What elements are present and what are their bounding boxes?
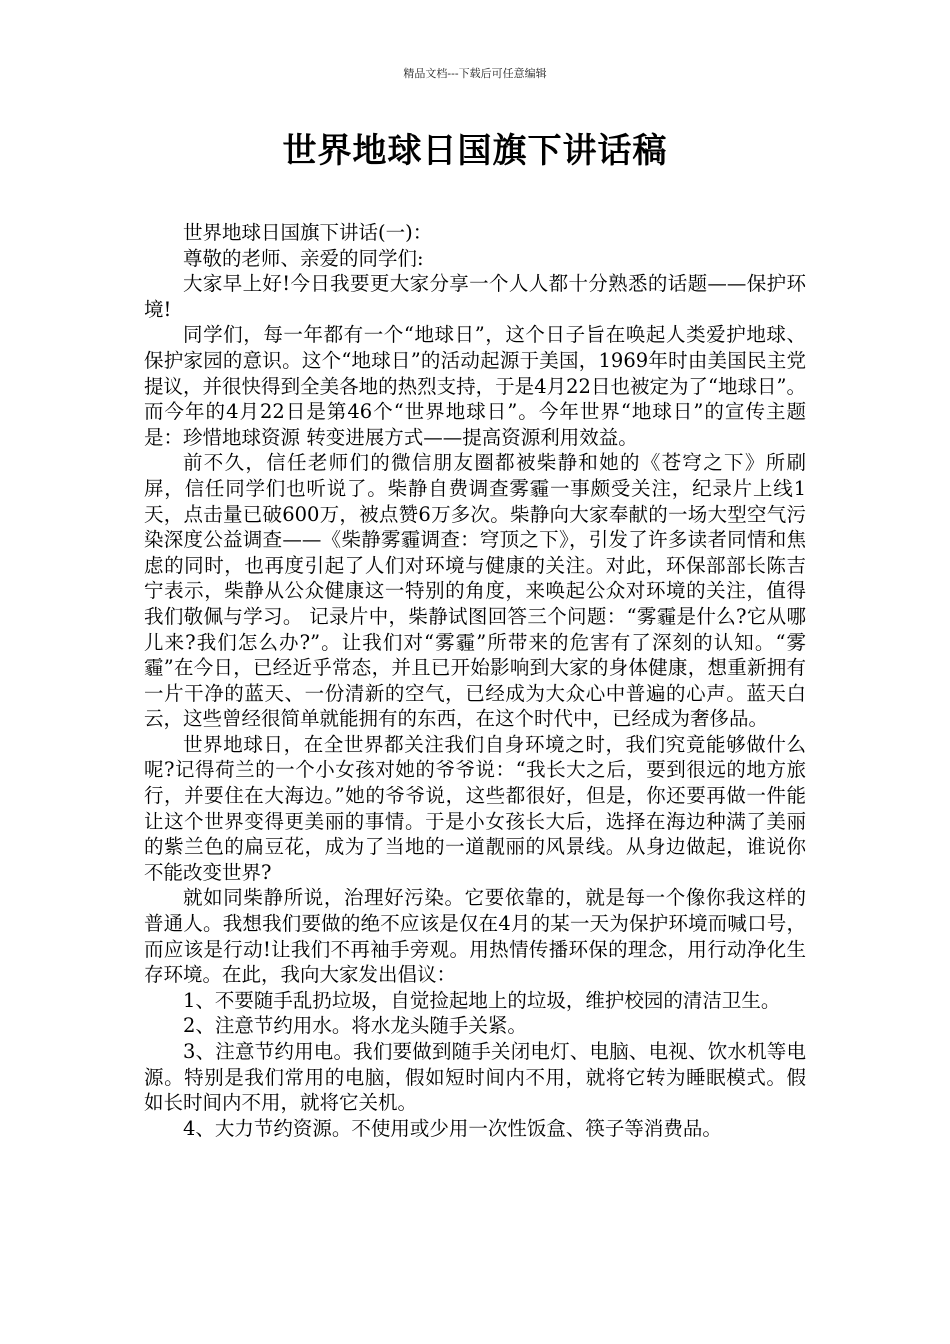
body-paragraph: 就如同柴静所说，治理好污染。它要依靠的，就是每一个像你我这样的普通人。我想我们要做的绝不应该是仅在4月的某一天为保护环境而喊口号，而应该是行动!让我们不再袖手旁观。用热情传播环保的理念，用行动净化生存环境。在此，我向大家发出倡议： <box>144 886 806 987</box>
body-paragraph: 世界地球日，在全世界都关注我们自身环境之时，我们究竟能够做什么呢?记得荷兰的一个小女孩对她的爷爷说：“我长大之后，要到很远的地方旅行，并要住在大海边。”她的爷爷说，这些都很好，但是，你还要再做一件能让这个世界变得更美丽的事情。于是小女孩长大后，选择在海边种满了美丽的紫兰色的扁豆花，成为了当地的一道靓丽的风景线。从身边做起，谁说你不能改变世界? <box>144 732 806 884</box>
document-title: 世界地球日国旗下讲话稿 <box>282 131 668 171</box>
proposal-item: 4、大力节约资源。不使用或少用一次性饭盒、筷子等消费品。 <box>183 1116 722 1140</box>
section-heading: 世界地球日国旗下讲话(一)： <box>183 221 433 244</box>
body-paragraph: 前不久，信任老师们的微信朋友圈都被柴静和她的《苍穹之下》所刷屏，信任同学们也听说了。柴静自费调查雾霾一事颇受关注，纪录片上线1天，点击量已破600万，被点赞6万多次。柴静向大家奉献的一场大型空气污染深度公益调查——《柴静雾霾调查：穹顶之下》，引发了许多读者同情和焦虑的同时，也再度引起了人们对环境与健康的关注。对此，环保部部长陈吉宁表示，柴静从公众健康这一特别的角度，来唤起公众对环境的关注，值得我们敬佩与学习。 记录片中，柴静试图回答三个问题：“雾霾是什么?它从哪儿来?我们怎么办?”。让我们对“雾霾”所带来的危害有了深刻的认知。“雾霾”在今日，已经近乎常态，并且已开始影响到大家的身体健康，想重新拥有一片干净的蓝天、一份清新的空气，已经成为大众心中普遍的心声。蓝天白云，这些曾经很简单就能拥有的东西，在这个时代中，已经成为奢侈品。 <box>144 451 806 731</box>
salutation: 尊敬的老师、亲爱的同学们: <box>183 246 424 270</box>
body-paragraph: 大家早上好!今日我要更大家分享一个人人都十分熟悉的话题——保护环境! <box>144 272 806 321</box>
proposal-item: 3、注意节约用电。我们要做到随手关闭电灯、电脑、电视、饮水机等电源。特别是我们常用的电脑，假如短时间内不用，就将它转为睡眠模式。假如长时间内不用，就将它关机。 <box>144 1040 806 1115</box>
document-body <box>144 220 806 1141</box>
proposal-item: 1、不要随手乱扔垃圾，自觉捡起地上的垃圾，维护校园的清洁卫生。 <box>183 988 781 1012</box>
page-header-note: 精品文档---下载后可任意编辑 <box>403 67 547 80</box>
proposal-item: 2、注意节约用水。将水龙头随手关紧。 <box>183 1014 527 1038</box>
body-paragraph: 同学们，每一年都有一个“地球日”，这个日子旨在唤起人类爱护地球、保护家园的意识。这个“地球日”的活动起源于美国，1969年时由美国民主党提议，并很快得到全美各地的热烈支持，于是4月22日也被定为了“地球日”。 而今年的4月22日是第46个“世界地球日”。今年世界“地球日”的宣传主题是：珍惜地球资源 转变进展方式——提高资源利用效益。 <box>144 323 806 449</box>
